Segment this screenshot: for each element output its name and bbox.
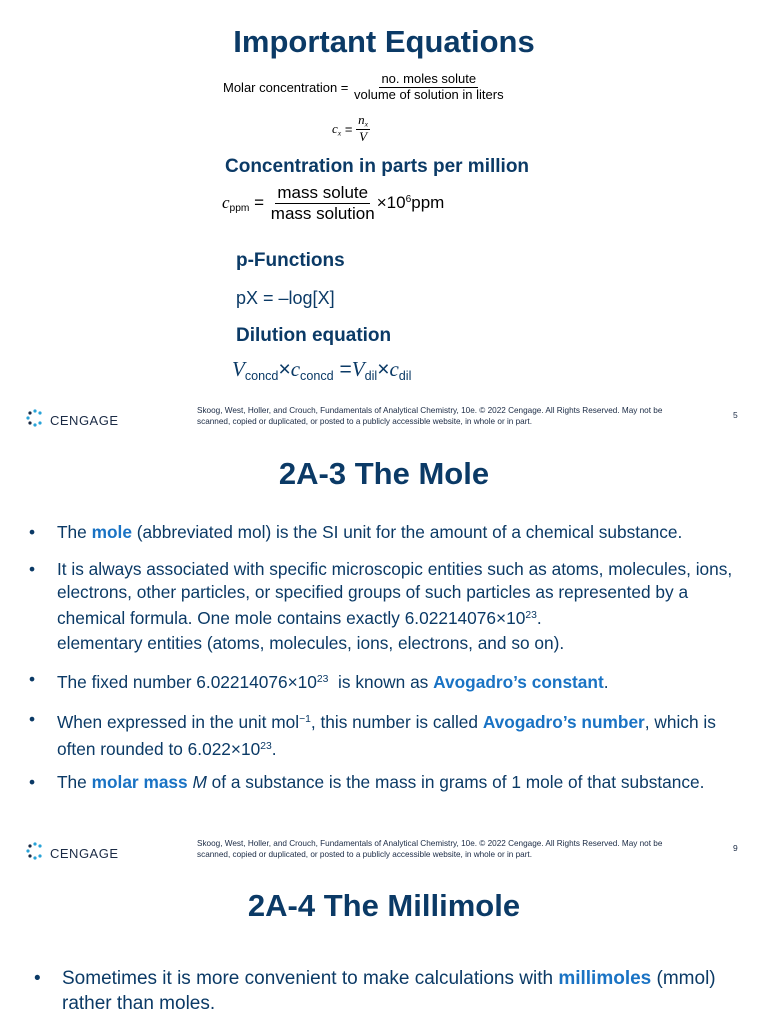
ppm-exponent: 6: [405, 193, 412, 205]
b1-pre: Sometimes it is more convenient to make calculations with: [62, 968, 559, 989]
cx-n-sub: x: [364, 119, 369, 129]
b3-post: .: [603, 672, 609, 693]
bullet-icon: •: [29, 771, 36, 792]
molar-lhs: Molar concentration =: [223, 79, 349, 95]
b2-text: It is always associated with specific microscopic entities such as atoms, molecules, ions, electrons, other particles, or specified groups of such particles as represented by a chemical formula. One mole contains exactly 6.02214076×10: [57, 559, 733, 629]
copyright-notice: Skoog, West, Holler, and Crouch, Fundamentals of Analytical Chemistry, 10e. © 2022 Cengage. All Rights Reserved. May not be scanned, copied or duplicated, or posted to a publicly accessible website, in whole or in part.: [197, 406, 663, 426]
dil-equals: =: [339, 358, 352, 381]
dil-c1-sub: concd: [300, 368, 334, 383]
cengage-logo-text: CENGAGE: [50, 846, 119, 861]
molar-denominator: volume of solution in liters: [354, 86, 504, 102]
list-item: [29, 668, 755, 694]
cx-n: n: [358, 112, 365, 127]
b5-pre: The: [57, 771, 92, 792]
cx-fraction: [356, 113, 370, 145]
copyright-notice: Skoog, West, Holler, and Crouch, Fundamentals of Analytical Chemistry, 10e. © 2022 Cengage. All Rights Reserved. May not be scanned, copied or duplicated, or posted to a publicly accessible website, in whole or in part.: [197, 839, 663, 859]
b4-exponent: −1: [299, 714, 311, 726]
molar-numerator: no. moles solute: [381, 71, 477, 86]
b5-symbol-m: M: [187, 771, 207, 792]
bullet-icon: •: [34, 968, 41, 989]
b3-exponent: 23: [316, 674, 329, 686]
ppm-times-text: ×10: [376, 193, 406, 213]
dil-v-concd: [232, 357, 278, 381]
bullet-list: [29, 521, 755, 794]
b4-post: , which is often rounded to 6.022×10: [57, 712, 716, 759]
b2-exponent: 23: [525, 610, 537, 621]
page-number: 9: [733, 843, 738, 853]
b1-post: (abbreviated mol) is the SI unit for the amount of a chemical substance.: [131, 522, 683, 542]
bullet-icon: •: [29, 559, 36, 579]
cx-symbol: [332, 121, 341, 136]
cx-equation: [332, 113, 370, 145]
b4-pre: When expressed in the unit mol: [57, 712, 300, 733]
slide-important-equations: [0, 0, 768, 440]
dil-c-concd: [291, 357, 334, 381]
term-millimoles: millimoles: [558, 968, 652, 989]
ppm-unit: ppm: [411, 193, 445, 213]
b4-end: .: [271, 738, 277, 759]
dil-c-dil: [389, 357, 411, 381]
slide-title: Important Equations: [233, 24, 535, 59]
b3-mid: is known as: [328, 672, 434, 693]
ppm-numerator: mass solute: [277, 183, 369, 202]
b1-post: (mmol) rather than moles.: [62, 968, 716, 1014]
ppm-fraction: [269, 183, 377, 223]
cx-sub: x: [337, 128, 342, 138]
list-item: [29, 558, 755, 655]
dil-v2-sub: dil: [364, 368, 378, 383]
ppm-times: [377, 193, 445, 212]
cengage-logo: [26, 842, 119, 865]
cx-equals: =: [344, 121, 353, 137]
cengage-logo-icon: [26, 842, 44, 865]
dil-c2-sub: dil: [398, 368, 412, 383]
cx-c: c: [332, 120, 338, 136]
slide-footer: [0, 406, 768, 434]
list-item: [29, 708, 755, 760]
b2-post: .: [536, 608, 542, 629]
pfunctions-heading: p-Functions: [236, 250, 345, 271]
dil-v-dil: [352, 357, 377, 381]
dil-v2: V: [351, 357, 365, 381]
bullet-list: [34, 966, 734, 1016]
slide-title: 2A-3 The Mole: [278, 456, 490, 491]
b2-line2: elementary entities (atoms, molecules, ions, electrons, and so on).: [57, 633, 565, 654]
list-item: [29, 521, 755, 544]
cengage-logo-text: CENGAGE: [50, 413, 119, 428]
term-mole: mole: [91, 522, 132, 542]
b4-exponent-2: 23: [260, 740, 272, 752]
cengage-logo: [26, 409, 119, 432]
slide-footer: [0, 839, 768, 867]
term-molar-mass: molar mass: [91, 771, 188, 792]
dil-times-2: ×: [377, 358, 390, 381]
term-avogadro-constant: Avogadro’s constant: [433, 672, 604, 693]
dilution-heading: Dilution equation: [236, 325, 392, 346]
ppm-c: c: [222, 192, 230, 212]
dil-c2: c: [389, 357, 399, 381]
molar-concentration-equation: [223, 72, 506, 103]
dilution-equation: [232, 357, 411, 383]
b1-pre: The: [57, 522, 92, 542]
list-item: [29, 771, 755, 794]
ppm-heading: Concentration in parts per million: [225, 156, 530, 177]
pfunctions-equation: pX = –log[X]: [236, 288, 335, 308]
cx-denominator: V: [359, 129, 368, 145]
slide-title: 2A-4 The Millimole: [247, 888, 521, 923]
cx-numerator: [356, 113, 370, 130]
slide-the-millimole: [0, 872, 768, 1024]
dil-v1: V: [232, 357, 245, 381]
term-avogadro-number: Avogadro’s number: [482, 712, 645, 733]
ppm-equals: =: [254, 193, 265, 213]
b4-mid: , this number is called: [310, 712, 483, 733]
bullet-icon: •: [29, 709, 36, 730]
ppm-sub: ppm: [229, 202, 250, 214]
list-item: [34, 966, 734, 1016]
b3-pre: The fixed number 6.02214076×10: [57, 672, 317, 693]
b5-post: of a substance is the mass in grams of 1 mole of that substance.: [206, 771, 705, 792]
slide-the-mole: [0, 440, 768, 872]
dil-times-1: ×: [278, 358, 291, 381]
dil-v1-sub: concd: [244, 368, 279, 383]
bullet-icon: •: [29, 669, 36, 690]
page-number: 5: [733, 410, 738, 420]
cengage-logo-icon: [26, 409, 44, 432]
bullet-icon: •: [29, 522, 36, 542]
ppm-symbol: [222, 193, 249, 212]
dil-c1: c: [290, 357, 301, 381]
ppm-equation: [222, 183, 444, 223]
molar-fraction: [352, 72, 506, 103]
ppm-denominator: mass solution: [270, 203, 375, 223]
